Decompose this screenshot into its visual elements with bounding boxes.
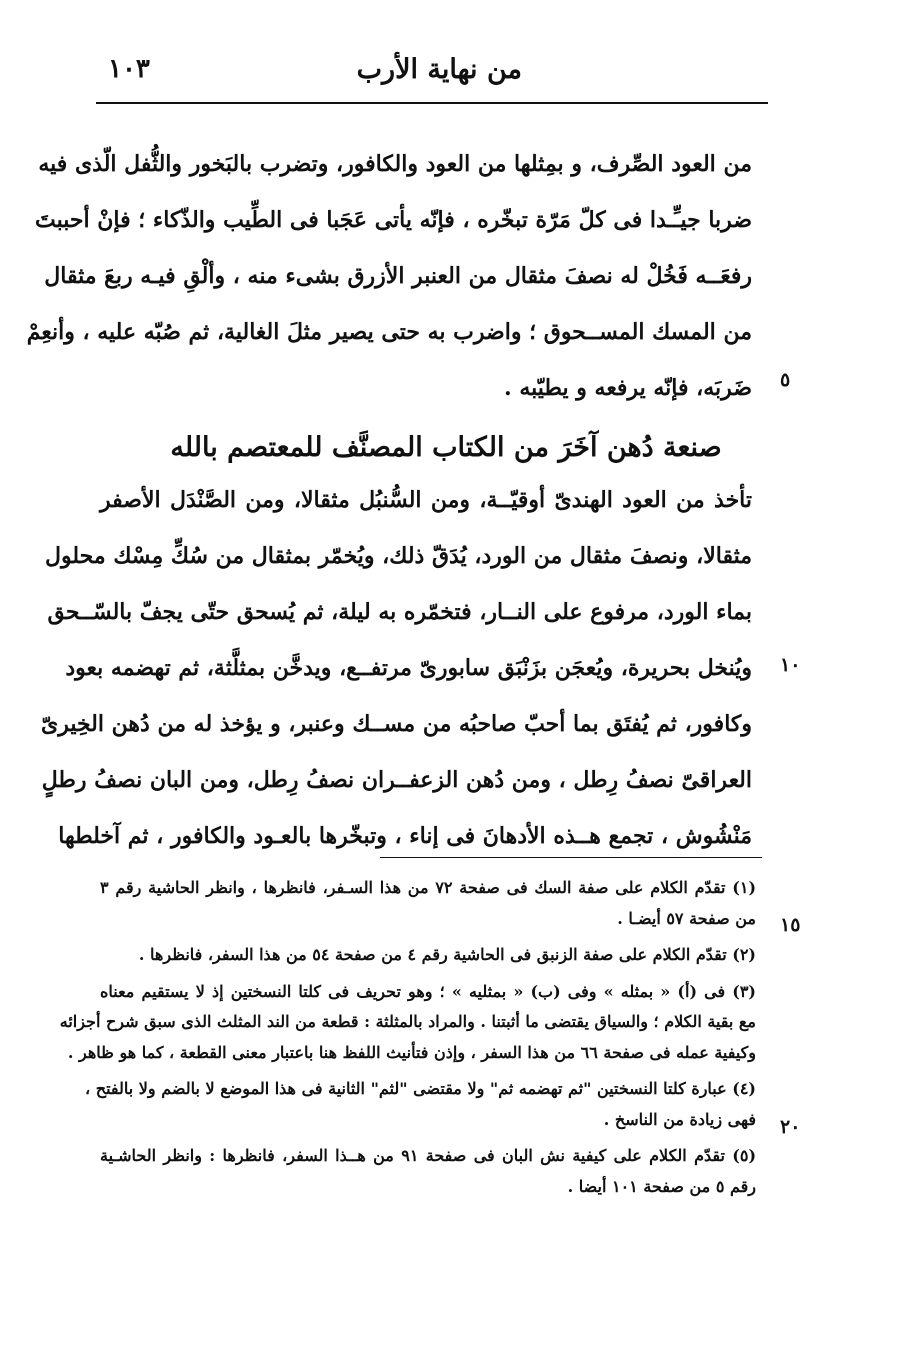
text-line: ضَربَه، فإنّه يرفعه و يطيّبه .	[504, 375, 752, 401]
line-number-20: ٢٠	[780, 1116, 801, 1138]
line-number-10: ١٠	[780, 654, 801, 676]
footnote-line: رقم ٥ من صفحة ١٠١ أيضا .	[567, 1176, 756, 1196]
text-line: بماء الورد، مرفوع على النــار، فتخمّره به ليلة، ثم يُسحق حتّى يجفّ بالسّــحق	[47, 599, 752, 625]
text-line: العراقىّ نصفُ رِطل ، ومن دُهن الزعفــران نصفُ رِطل، ومن البان نصفُ رطلٍ	[41, 767, 752, 793]
footnote-line: فهى زيادة من الناسخ .	[603, 1109, 756, 1129]
section-heading: صنعة دُهن آخَرَ من الكتاب المصنَّف للمعتصم بالله	[170, 432, 722, 463]
text-line: ويُنخل بحريرة، ويُعجَن بزَنْبَق سابورىّ مرتفــع، ويدخَّن بمثلَّثة، ثم تهضمه بعود	[65, 655, 752, 681]
text-line: رفعَــه فَخُلْ له نصفَ مثقال من العنبر الأزرق بشىء منه ، وألْقِ فيـه ربعَ مثقال	[44, 263, 752, 289]
footnote-line: (٣) فى (أ) « بمثله » وفى (ب) « بمثليه » ؛ وهو تحريف فى كلتا النسختين إذ لا يستقيم معناه	[100, 981, 756, 1001]
text-line: ضربا جيـِّـدا فى كلّ مَرّة تبخّره ، فإنّه يأتى عَجَبا فى الطِّيب والذّكاء ؛ فإنْ أحببتَ	[34, 207, 752, 233]
footnote-line: مع بقية الكلام ؛ والسياق يقتضى ما أثبتنا . والمراد بالمثلثة : قطعة من الند المثلث الذى سبق شرح أجزائه	[59, 1012, 756, 1031]
text-line: مثقالا، ونصفَ مثقال من الورد، يُدَقّ ذلك، ويُخمّر بمثقال من سُكِّ مِسْك محلول	[45, 543, 752, 569]
page-header	[96, 50, 768, 104]
main-text	[26, 140, 752, 868]
footnote-line: (٤) عبارة كلتا النسختين "ثم تهضمه ثم" ولا مقتضى "لثم" الثانية فى هذا الموضع لا بالضم ولا بالفتح ،	[85, 1079, 756, 1098]
footnote-line: (٥) تقدّم الكلام على كيفية نش البان فى صفحة ٩١ من هــذا السفر، فانظرها : وانظر الحاشـية	[100, 1146, 757, 1165]
footnote-line: (١) تقدّم الكلام على صفة السك فى صفحة ٧٢ من هذا السـفر، فانظرها ، وانظر الحاشية رقم ٣	[100, 878, 757, 897]
footnote-line: (٢) تقدّم الكلام على صفة الزنبق فى الحاشية رقم ٤ من صفحة ٥٤ من هذا السفر، فانظرها .	[138, 945, 756, 964]
footnote-line: من صفحة ٥٧ أيضـا .	[617, 908, 756, 928]
text-line: وكافور، ثم يُفتَق بما أحبّ صاحبُه من مســك وعنبر، و يؤخذ له من دُهن الخِيرىّ	[40, 711, 752, 737]
text-line: تأخذ من العود الهندىّ أوقيّــة، ومن السُّنبُل مثقالا، ومن الصَّنْدَل الأصفر	[100, 487, 752, 513]
text-line: من المسك المســحوق ؛ واضرب به حتى يصير مثلَ الغالية، ثم صُبّه عليه ، وأنعِمْ	[26, 319, 752, 345]
line-number-5: ٥	[780, 369, 791, 391]
text-line: مَنْشُوش ، تجمع هــذه الأدهانَ فى إناء ، وتبخّرها بالعـود والكافور ، ثم آخلطها	[58, 823, 752, 849]
footnote-separator	[380, 857, 762, 858]
line-number-15: ١٥	[780, 914, 801, 936]
footnote-line: وكيفية عمله فى صفحة ٦٦ من هذا السفر ، وإذن فتأنيث اللفظ هنا باعتبار معنى القطعة ، كما هو ظاهر .	[67, 1042, 756, 1062]
text-line: من العود الصِّرف، و بمِثلها من العود والكافور، وتضرب بالبَخور والثُّفل الّذى فيه	[38, 151, 752, 177]
page-number: ١٠٣	[108, 54, 150, 84]
footnotes	[59, 873, 757, 1202]
running-title: من نهاية الأرب	[356, 54, 522, 85]
